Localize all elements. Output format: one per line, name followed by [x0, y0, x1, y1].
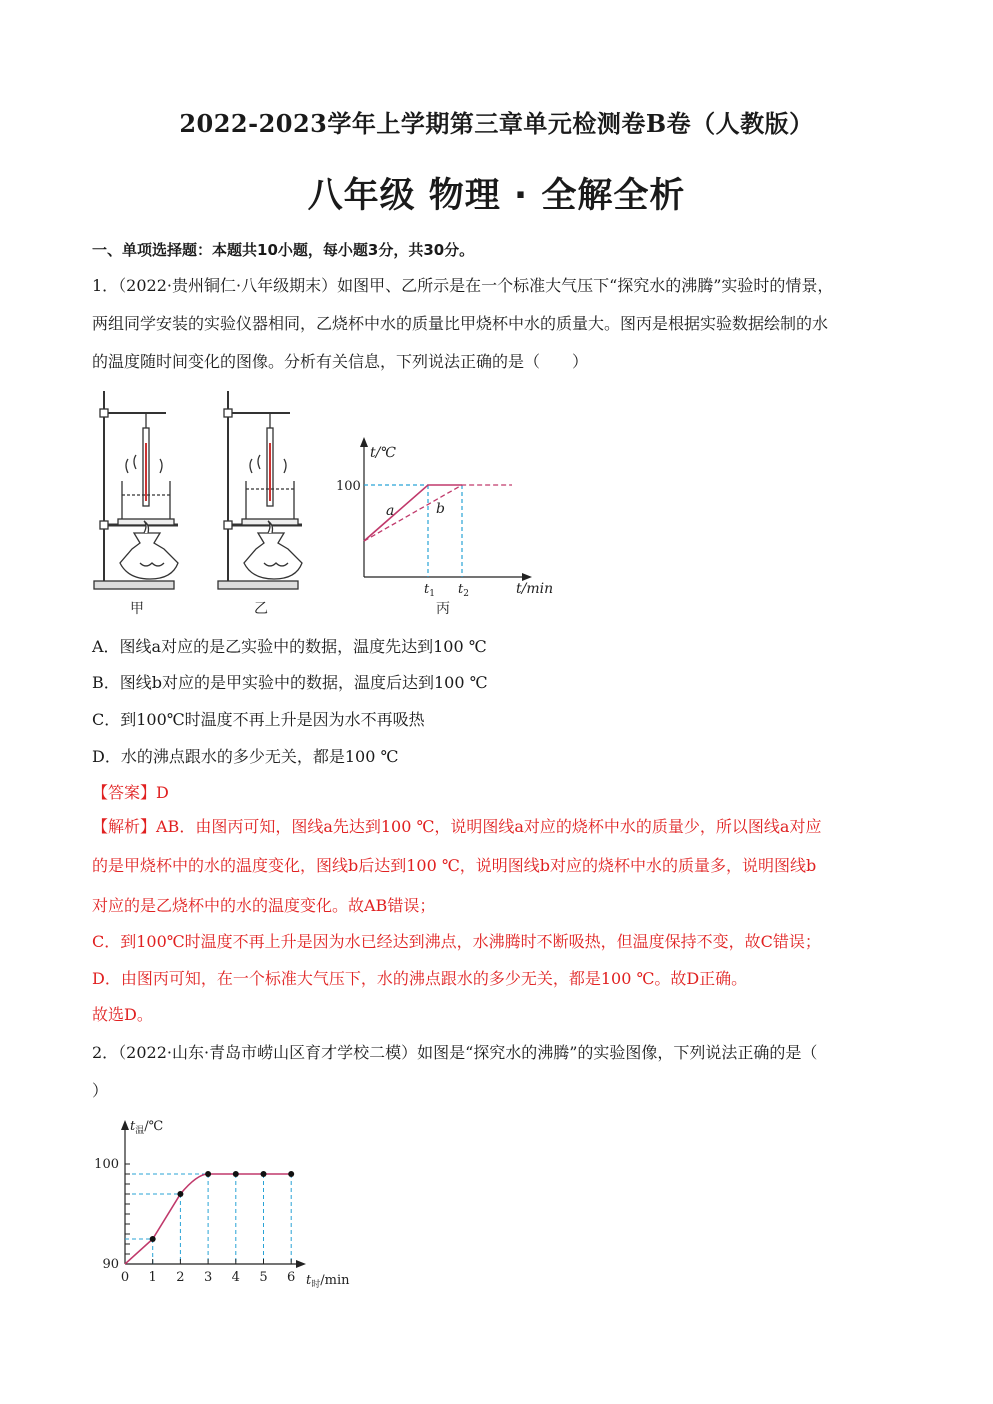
chart-data-point	[261, 1171, 267, 1177]
analysis-line-4: C．到100℃时温度不再上升是因为水已经达到沸点，水沸腾时不断吸热，但温度保持不变，故C错误；	[92, 932, 821, 951]
analysis-line-6: 故选D。	[92, 1005, 153, 1024]
answer-text: 【答案】D	[92, 783, 169, 802]
analysis-line-5: D．由图丙可知，在一个标准大气压下，水的沸点跟水的多少无关，都是100 ℃。故D正确。	[92, 969, 748, 988]
chart-x-axis-label: $t_时/\min$	[306, 1273, 350, 1290]
question-1-figure	[88, 383, 558, 623]
chart-data-point	[233, 1171, 239, 1177]
chart-x-tick-label: 6	[287, 1270, 296, 1285]
graph-t2-label: $t_2$	[458, 582, 469, 599]
chart-data-point	[205, 1171, 211, 1177]
question-2-chart	[92, 1112, 362, 1292]
section-heading: 一、单项选择题：本题共10小题，每小题3分，共30分。	[92, 241, 475, 259]
graph-line-b-label: b	[436, 501, 445, 517]
question-1-line-2: 两组同学安装的实验仪器相同，乙烧杯中水的质量比甲烧杯中水的质量大。图丙是根据实验数据绘制的水	[92, 314, 829, 333]
chart-y-tick-label: 90	[102, 1257, 119, 1272]
chart-y-tick-label: 100	[94, 1157, 119, 1172]
chart-x-tick-label: 2	[176, 1270, 185, 1285]
analysis-line-2: 的是甲烧杯中的水的温度变化，图线b后达到100 ℃，说明图线b对应的烧杯中水的质量多，说明图线b	[92, 856, 817, 875]
graph-y-100: 100	[336, 479, 361, 494]
question-1-line-3: 的温度随时间变化的图像。分析有关信息，下列说法正确的是（ ）	[92, 352, 589, 371]
apparatus-yi	[218, 391, 302, 589]
chart-y-arrow	[121, 1120, 129, 1130]
chart-x-tick-label: 1	[148, 1270, 157, 1285]
question-1-line-1: 1．（2022·贵州铜仁·八年级期末）如图甲、乙所示是在一个标准大气压下“探究水的沸腾”实验时的情景，	[92, 276, 834, 295]
question-2-line-1: 2．（2022·山东·青岛市崂山区育才学校二模）如图是“探究水的沸腾”的实验图像，下列说法正确的是（	[92, 1043, 818, 1062]
label-yi: 乙	[254, 601, 268, 617]
graph-bing	[336, 437, 553, 599]
option-c: C．到100℃时温度不再上升是因为水不再吸热	[92, 710, 425, 729]
chart-data-point	[177, 1191, 183, 1197]
apparatus-jia	[94, 391, 178, 589]
document-title: 2022-2023学年上学期第三章单元检测卷B卷（人教版）	[179, 109, 814, 138]
chart-x-tick-label: 3	[203, 1270, 213, 1285]
label-bing: 丙	[436, 601, 450, 617]
chart-x-arrow	[296, 1260, 306, 1268]
graph-t1-label: $t_1$	[424, 582, 435, 599]
chart-y-axis-label: $t_温/℃$	[130, 1119, 164, 1136]
analysis-line-3: 对应的是乙烧杯中的水的温度变化。故AB错误；	[92, 896, 436, 915]
analysis-line-1: 【解析】AB．由图丙可知，图线a先达到100 ℃，说明图线a对应的烧杯中水的质量少，所以图线a对应	[92, 817, 822, 836]
chart-x-tick-label: 0	[120, 1270, 130, 1285]
option-a: A．图线a对应的是乙实验中的数据，温度先达到100 ℃	[92, 637, 487, 656]
chart-data-point	[288, 1171, 294, 1177]
document-subtitle: 八年级 物理 · 全解全析	[307, 176, 686, 216]
option-b: B．图线b对应的是甲实验中的数据，温度后达到100 ℃	[92, 673, 488, 692]
label-jia: 甲	[130, 601, 144, 617]
option-d: D．水的沸点跟水的多少无关，都是100 ℃	[92, 747, 399, 766]
chart-data-point	[150, 1236, 156, 1242]
graph-x-label: t/min	[516, 581, 554, 597]
graph-line-a-label: a	[386, 503, 395, 519]
chart-x-tick-label: 4	[231, 1270, 240, 1285]
question-2-line-2: ）	[92, 1081, 109, 1100]
graph-y-label: t/℃	[370, 445, 397, 461]
chart-x-tick-label: 5	[259, 1270, 268, 1285]
